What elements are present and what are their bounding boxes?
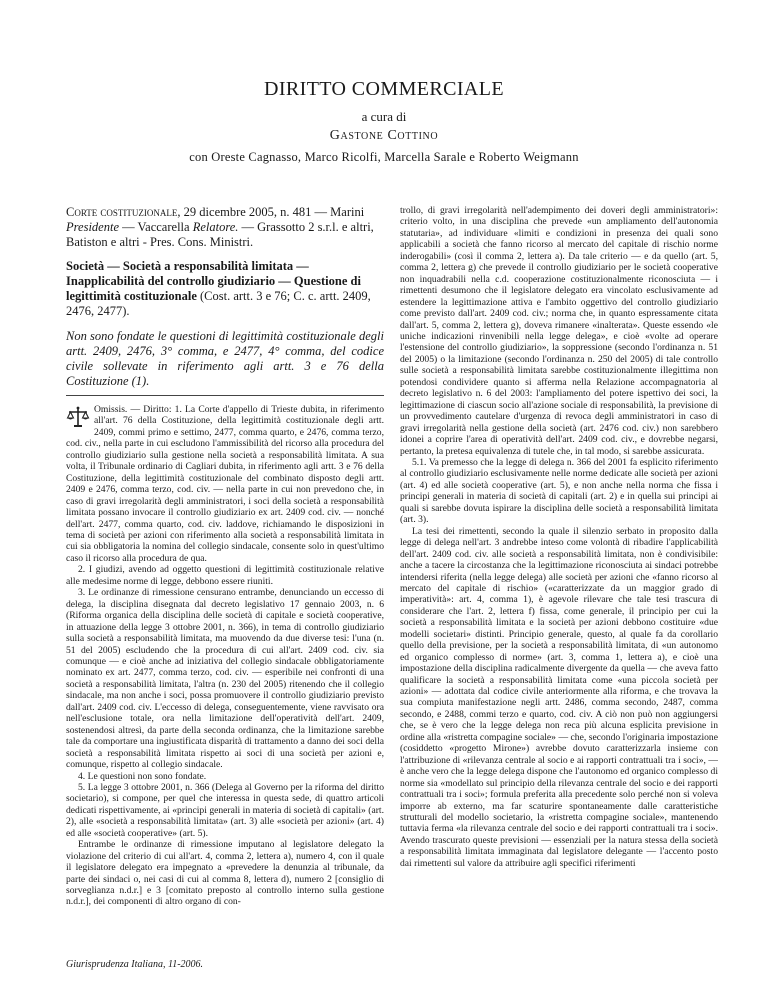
right-column	[400, 205, 718, 945]
subject-heading	[66, 259, 384, 319]
left-paragraph: 5. La legge 3 ottobre 2001, n. 366 (Delega al Governo per la riforma del diritto societario), si compone, per quel che interessa in questa sede, di quattro articoli dedicati rispettivamente, ai «principi generali in materia di società di capitali» (art. 2), alle «società a responsabilità limitata» (art. 3) alle «società per azioni» (art. 4) ed alle «società cooperative» (art. 5).	[66, 781, 384, 839]
right-paragraph: 5.1. Va premesso che la legge di delega n. 366 del 2001 fa esplicito riferimento al controllo giudiziario esclusivamente nelle norme dedicate alle società per azioni (art. 4) ed alle società cooperative (art. 5), e non anche nella norma che fissa i principi generali in materia di società di capitali (art. 2) e in quella sui principi ai quali si sarebbe dovuta ispirare la disciplina delle società a responsabilità limitata (art. 3).	[400, 456, 718, 526]
right-paragraph: trollo, di gravi irregolarità nell'adempimento dei doveri degli amministratori»: criterio volto, in una disciplina che prevede «un ampliamento dell'autonomia statutaria», ad individuare «limiti e condizioni in presenza dei quali sono applicabili a società che fanno ricorso al mercato del capitale di rischio norme inderogabili» (così il comma 2, lettera a). Da tale criterio — e da quello (art. 5, comma 2, lettera g) che prevede il controllo giudiziario per le società cooperative non inquadrabili nella c.d. cooperazione costituzionalmente riconosciuta — i rimettenti desumono che il legislatore delegato era vincolato esclusivamente ad estendere la legittimazione attiva e l'ambito oggettivo del controllo giudiziario come previsto dall'art. 2409 cod. civ.; norma che, in quanto espressamente citata dall'art. 5, comma 2, lettera g), doveva rimanere «inalterata». Queste essendo «le uniche indicazioni rinvenibili nella legge delega», e cioè «volte ad operare l'estensione del controllo giudiziario», la soppressione (secondo l'ordinanza n. 51 del 2005) o la limitazione (secondo l'ordinanza n. 250 del 2005) di tale controllo sulle società a responsabilità limitata sarebbe costituzionalmente illegittima non potendosi condividere quanto si afferma nella Relazione accompagnatoria al decreto legislativo n. 6 del 2003: l'ampliamento del potere ispettivo dei soci, la legittimazione di ciascun socio all'azione sociale di responsabilità, la previsione di un provvedimento cautelare d'urgenza di revoca degli amministratori in caso di gravi irregolarità nella gestione della società (art. 2476 cod. civ.) non sarebbero idonei a coprire l'area di operatività dell'art. 2409 cod. civ., e dovrebbe negarsi, pertanto, la pretesa equivalenza di tutele che, in tal modo, si sarebbe assicurata.	[400, 205, 718, 457]
case-citation	[66, 205, 384, 250]
left-column	[66, 205, 384, 960]
left-paragraph: 3. Le ordinanze di rimessione censurano entrambe, denunciando un eccesso di delega, la disciplina disegnata dal decreto legislativo 17 gennaio 2003, n. 6 (Riforma organica della disciplina delle società di capitale e società cooperative, in attuazione della legge 3 ottobre 2001, n. 366), in tema di controllo giudiziario sulla società a responsabilità limitata, ma muovendo da due diverse tesi: l'una (n. 51 del 2005) escludendo che la procedura di cui all'art. 2409 cod. civ. sia comunque — e cioè anche ad iniziativa del collegio sindacale obbligatoriamente nominato ex art. 2477, comma terzo, cod. civ. — esperibile nei confronti di una società a responsabilità limitata, l'altra (n. 230 del 2005) ritenendo che il collegio sindacale, ma non anche i soci, possa promuovere il controllo giudiziario previsto dall'art. 2409 cod. civ. L'eccesso di delega, conseguentemente, viene ravvisato ora nell'esclusione totale, ora nella limitazione dell'operatività dell'art. 2409, sostenendosi altresì, da parte della seconda ordinanza, che la limitazione sarebbe tale da comportare una ingiustificata disparità di trattamento a danno dei soci della società a responsabilità limitata rispetto ai soci di una società per azioni e, comunque, rispetto al collegio sindacale.	[66, 587, 384, 771]
case-details: , 29 dicembre 2005, n. 481 — Marini	[177, 205, 365, 219]
scales-of-justice-icon	[66, 405, 90, 429]
headnote: Non sono fondate le questioni di legittimità costituzionale degli artt. 2409, 2476, 3° comma, e 2477, 4° comma, del codice civile sollevate in riferimento agli artt. 3 e 76 della Costituzione (1).	[66, 329, 384, 388]
left-paragraph: Omissis. — Diritto: 1. La Corte d'appello di Trieste dubita, in riferimento all'art. 76 della Costituzione, della legittimità costituzionale degli artt. 2409, commi primo e settimo, 2477, comma quarto, e 2476, comma terzo, cod. civ., nella parte in cui escludono l'ammissibilità del ricorso alla procedura del controllo giudiziario sulla gestione nella società a responsabilità limitata. A sua volta, il Tribunale ordinario di Cagliari dubita, in riferimento agli artt. 3 e 76 della Costituzione, della legittimità costituzionale del combinato disposto degli artt. 2409 e 2476, comma terzo, cod. civ. — nella parte in cui non prevedono che, in caso di gravi irregolarità degli amministratori, i soci della società a responsabilità limitata possano invocare il controllo giudiziario ex art. 2409 cod. civ. — nonché dell'art. 2477, comma quarto, cod. civ. laddove, richiamando le disposizioni in tema di società per azioni con riferimento alla società a responsabilità limitata in cui sia obbligatoria la nomina del collegio sindacale, consente solo in quest'ultimo caso il ricorso alla procedura de qua.	[66, 404, 384, 564]
rapporteur-name: — Vaccarella	[119, 220, 193, 234]
rapporteur-label: Relatore.	[192, 220, 239, 234]
left-paragraph: Entrambe le ordinanze di rimessione imputano al legislatore delegato la violazione del criterio di cui all'art. 4, comma 2, lettera a), numero 4, con il quale il legislatore delegato era impegnato a «prevedere la denunzia al tribunale, da parte dei sindaci o, nei casi di cui al comma 8, lettera d), numero 2 [consiglio di sorveglianza n.d.r.] e 3 [comitato preposto al controllo interno sulla gestione n.d.r.], dei componenti di altro organo di con-	[66, 839, 384, 908]
case-parties: — Grassotto 2 s.r.l. e altri, Batiston e altri - Pres. Cons. Ministri.	[66, 220, 374, 249]
right-paragraph: La tesi dei rimettenti, secondo la quale il silenzio serbato in proposito dalla legge di delega nell'art. 3 andrebbe inteso come volontà di ribadire l'applicabilità dell'art. 2409 cod. civ. alle società a responsabilità limitata, non è condivisibile: anche a tacere la circostanza che la legittimazione riconosciuta ai sindaci potrebbe intendersi riferita (nella legge delega) alle società per azioni che «fanno ricorso al mercato del capitale di rischio» («caratterizzate da un maggior grado di imperatività»: art. 4, comma 1), è agevole rilevare che tale tesi trascura di considerare che l'art. 2, lettera f) fissa, come generale, il principio per cui la società a responsabilità limitata e la società per azioni debbono costituire «due modelli societari» distinti. Principio generale, questo, al quale fa da corollario quello della previsione, per la società a responsabilità limitata, di «un autonomo ed organico complesso di norme» (art. 3, comma 1, lettera a), e cioè una impostazione della disciplina radicalmente divergente da quella — che aveva fatto qualificare la società a responsabilità limitata come «una piccola società per azioni» — adottata dal codice civile anteriormente alla riforma, e che trovava la sua compiuta manifestazione negli artt. 2486, comma secondo, 2487, comma secondo, e 2488, commi terzo e quarto, cod. civ. A ciò non può non aggiungersi che, se è vero che la legge delega non reca più alcuna esplicita previsione in ordine alla «ristretta compagine sociale» — che, secondo l'originaria impostazione (cosiddetto «progetto Mirone») avrebbe dovuto caratterizzarla insieme con l'attribuzione di «rilevanza centrale al socio e ai rapporti contrattuali tra i soci», — è anche vero che la legge delega dispone che l'autonomo ed organico complesso di norme sia «modellato sul principio della rilevanza centrale del socio e dei rapporti contrattuali tra i soci»; formula preferita alla precedente solo perché non si voleva imporre ab externo, ma far scaturire spontaneamente dalle caratteristiche strutturali del modello societario, la «ristretta compagine sociale», mantenendo tuttavia ferma «la rilevanza centrale del socio e dei rapporti contrattuali tra i soci». Avendo trascurato queste previsioni — essenziali per la natura stessa della società a responsabilità limitata immaginata dal legislatore delegante — l'accento posto dai rimettenti sul valore da attribuire agli specifici riferimenti	[400, 525, 718, 869]
edited-by-label: a cura di	[361, 109, 407, 124]
contributors-line: con Oreste Cagnasso, Marco Ricolfi, Marcella Sarale e Roberto Weigmann	[189, 150, 579, 164]
left-paragraph: 2. I giudizi, avendo ad oggetto questioni di legittimità costituzionale relative alle medesime norme di legge, debbono essere riuniti.	[66, 564, 384, 587]
president-label: Presidente	[66, 220, 119, 234]
subject-bold: Società — Società a responsabilità limitata — Inapplicabilità del controllo giudiziario — Questione di legittimità costituzionale	[66, 259, 361, 303]
subject-references: (Cost. artt. 3 e 76; C. c. artt. 2409, 2476, 2477).	[66, 289, 371, 318]
editor-name: Gastone Cottino	[329, 128, 439, 143]
court-name: Corte costituzionale	[66, 205, 178, 219]
section-title: DIRITTO COMMERCIALE	[263, 78, 504, 100]
left-paragraph: 4. Le questioni non sono fondate.	[78, 770, 207, 782]
divider	[66, 395, 384, 396]
journal-footer: Giurisprudenza Italiana, 11-2006.	[66, 959, 204, 970]
